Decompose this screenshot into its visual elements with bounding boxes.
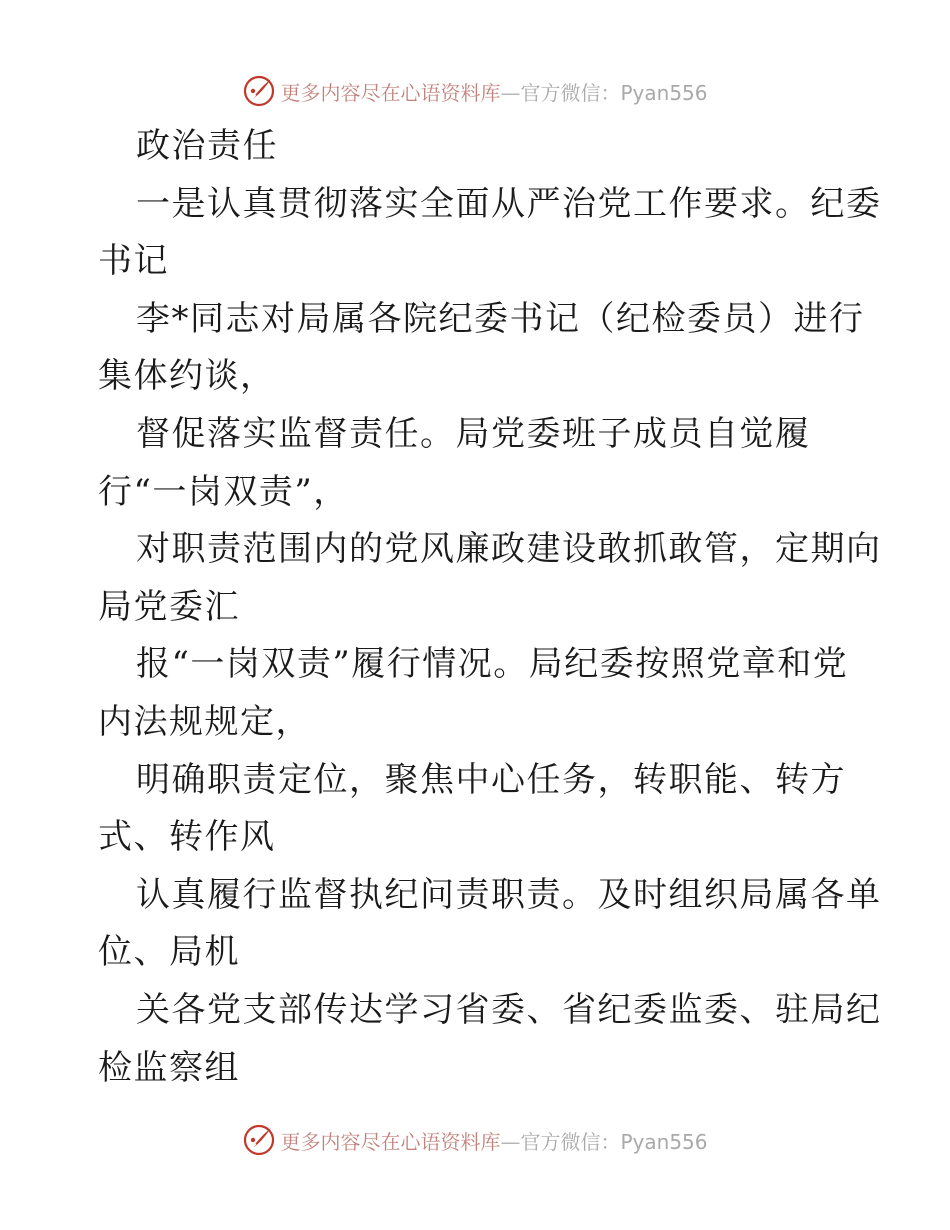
text-line: 李*同志对局属各院纪委书记（纪检委员）进行 <box>136 298 865 339</box>
text-line: 书记 <box>98 241 169 282</box>
text-line: 检监察组 <box>98 1047 240 1088</box>
text-line: 式、转作风 <box>98 817 276 858</box>
text-line: 关各党支部传达学习省委、省纪委监委、驻局纪 <box>136 989 882 1030</box>
text-line: 局党委汇 <box>98 586 240 627</box>
quill-logo-icon <box>242 1123 276 1157</box>
header-banner <box>0 71 950 111</box>
banner-text <box>280 77 707 106</box>
banner-text <box>280 1126 707 1155</box>
banner-wechat-id: Pyan556 <box>620 1129 708 1154</box>
text-line: 认真履行监督执纪问责职责。及时组织局属各单 <box>136 874 882 915</box>
text-line: 行“一岗双责”， <box>98 471 349 512</box>
text-line: 集体约谈， <box>98 356 276 397</box>
banner-suffix: 官方微信： <box>520 1129 621 1154</box>
banner-dash: — <box>500 1129 521 1154</box>
banner-wechat-id: Pyan556 <box>620 80 708 105</box>
text-line: 内法规规定， <box>98 701 311 742</box>
footer-banner <box>0 1120 950 1160</box>
document-body <box>98 118 882 1097</box>
text-line: 对职责范围内的党风廉政建设敢抓敢管，定期向 <box>136 529 882 570</box>
text-line: 报“一岗双责”履行情况。局纪委按照党章和党 <box>136 644 849 685</box>
banner-prefix: 更多内容尽在心语资料库 <box>280 80 501 105</box>
text-line: 明确职责定位，聚焦中心任务，转职能、转方 <box>136 759 846 800</box>
text-line: 督促落实监督责任。局党委班子成员自觉履 <box>136 413 811 454</box>
text-line: 政治责任 <box>136 126 278 166</box>
text-line: 一是认真贯彻落实全面从严治党工作要求。纪委 <box>136 183 882 224</box>
text-line: 位、局机 <box>98 932 240 973</box>
quill-logo-icon <box>242 74 276 108</box>
banner-suffix: 官方微信： <box>520 80 621 105</box>
banner-dash: — <box>500 80 521 105</box>
banner-prefix: 更多内容尽在心语资料库 <box>280 1129 501 1154</box>
